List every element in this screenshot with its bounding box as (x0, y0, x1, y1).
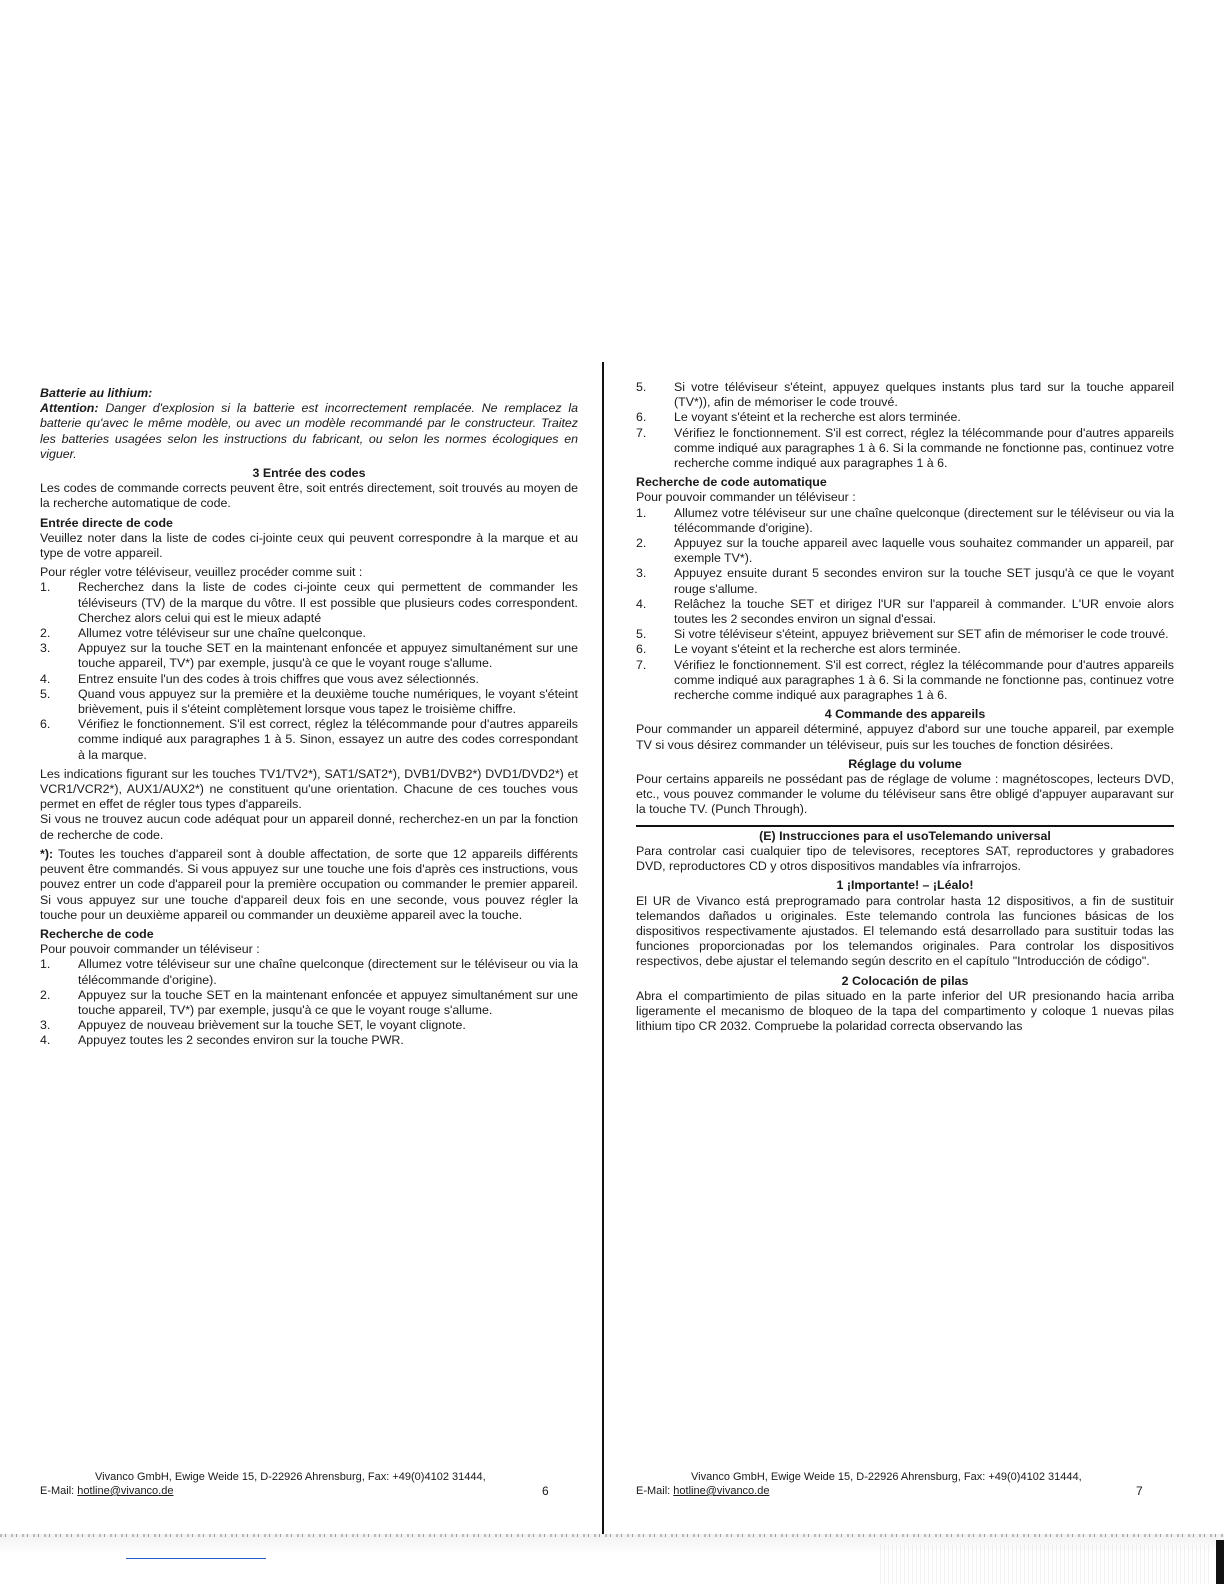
search-lead: Pour pouvoir commander un téléviseur : (40, 942, 260, 957)
section3-title: 3 Entrée des codes (252, 466, 366, 481)
list-item: 2. Appuyez sur la touche SET en la maintenant enfoncée et appuyez simultanément sur une touche appareil, TV*) par exemple, jusqu'à ce que le voyant rouge s'allume. (40, 987, 578, 1017)
section3-intro: Les codes de commande corrects peuvent être, soit entrés directement, soit trouvés au moyen de la recherche automatique de code. (40, 481, 578, 511)
es-important-text: El UR de Vivanco está preprogramado para controlar hasta 12 dispositivos, a fin de sustituir telemandos dañados u originales. Este telemando controla las funciones básicas de los dispositivos respectivamente ajustados. El telemando está desarrollado para sustituir todas las funciones proporcionadas por los telemandos originales. Para controlar los dispositivos respectivos, debe ajustar el telemando según descrito en el capítulo "Introducción de código". (636, 893, 1174, 969)
volume-text: Pour certains appareils ne possédant pas de réglage de volume : magnétoscopes, lecteurs DVD, etc., vous pouvez commander le volume du téléviseur sans être obligé d'appuyer auparavant sur la touche TV. (Punch Through). (636, 772, 1174, 817)
es-important-title: 1 ¡Importante! – ¡Léalo! (836, 878, 974, 893)
scan-blue-line (126, 1558, 266, 1559)
left-footer (40, 1470, 560, 1498)
section4-title: 4 Commande des appareils (824, 707, 986, 722)
direct-title: Entrée directe de code (40, 515, 173, 530)
es-intro: Para controlar casi cualquier tipo de televisores, receptores SAT, reproductores y grabadores DVD, reproductores CD y otros dispositivos mandables vía infrarrojos. (636, 843, 1174, 874)
search-steps (40, 957, 578, 1048)
auto-title: Recherche de code automatique (636, 475, 827, 490)
page-number: 7 (1136, 1484, 1143, 1498)
list-item: 4. Relâchez la touche SET et dirigez l'UR sur l'appareil à commander. L'UR envoie alors toutes les 2 secondes environ un signal d'essai. (636, 596, 1174, 627)
list-item: 6. Le voyant s'éteint et la recherche est alors terminée. (636, 642, 961, 657)
list-item: 3. Appuyez ensuite durant 5 secondes environ sur la touche SET jusqu'à ce que le voyant rouge s'allume. (636, 566, 1174, 596)
list-item: 5. Quand vous appuyez sur la première et la deuxième touche numériques, le voyant s'éteint brièvement, puis il s'éteint complètement lorsque vous tapez le troisième chiffre. (40, 686, 578, 717)
direct-lead: Pour régler votre téléviseur, veuillez procéder comme suit : (40, 565, 363, 580)
list-item: 6. Vérifiez le fonctionnement. S'il est correct, réglez la télécommande pour d'autres appareils comme indiqué aux paragraphes 1 à 5. Sinon, essayez un autre des codes correspondant à la marque. (40, 717, 578, 762)
list-item: 1. Recherchez dans la liste de codes ci-jointe ceux qui permettent de commander les téléviseurs (TV) de la marque du vôtre. Il est possible que plusieurs codes correspondent. Cherchez alors celui qui est le mieux adapté (40, 580, 578, 625)
indications-text: Les indications figurant sur les touches TV1/TV2*), SAT1/SAT2*), DVB1/DVB2*) DVD1/DVD2*) et VCR1/VCR2*), AUX1/AUX2*) ne constituent qu'une orientation. Chacune de ces touches vous permet en effet de régler tous types d'appareils. (40, 766, 578, 812)
footer-address: Vivanco GmbH, Ewige Weide 15, D-22926 Ahrensburg, Fax: +49(0)4102 31444, (95, 1471, 486, 1483)
page-number: 6 (542, 1484, 549, 1498)
direct-steps (40, 580, 578, 762)
section4-text: Pour commander un appareil déterminé, appuyez d'abord sur une touche appareil, par exemple TV si vous désirez commander un téléviseur, puis sur les touches de fonction désirées. (636, 722, 1174, 752)
list-item: 4. Appuyez toutes les 2 secondes environ sur la touche PWR. (40, 1033, 404, 1048)
footer-address: Vivanco GmbH, Ewige Weide 15, D-22926 Ahrensburg, Fax: +49(0)4102 31444, (691, 1471, 1082, 1483)
attention-text: Danger d'explosion si la batterie est incorrectement remplacée. Ne remplacez la batterie qu'avec le même modèle, ou avec un modèle recommandé par le constructeur. Traitez les batteries usagées selon les instructions du fabricant, ou selon les normes écologiques en viguer. (40, 401, 578, 461)
auto-lead: Pour pouvoir commander un téléviseur : (636, 490, 856, 505)
page-divider (602, 362, 604, 1542)
attention-label: Attention: (40, 401, 99, 416)
list-item: 3. Appuyez sur la touche SET en la maintenant enfoncée et appuyez simultanément sur une touche appareil, TV*) par exemple, jusqu'à ce que le voyant rouge s'allume. (40, 641, 578, 671)
left-page (40, 386, 578, 1049)
es-batteries-title: 2 Colocación de pilas (841, 973, 969, 988)
scan-edge-strip (0, 1534, 1224, 1537)
lithium-title: Batterie au lithium: (40, 386, 153, 400)
es-batteries-text: Abra el compartimiento de pilas situado en la parte inferior del UR presionando hacia arriba ligeramente el mecanismo de bloqueo de la tapa del compartimento y coloque 1 nuevas pilas lithium tipo CR 2032. Compruebe la polaridad correcta observando las (636, 988, 1174, 1034)
cont-steps (636, 380, 1174, 471)
right-footer (636, 1470, 1156, 1498)
footer-email-link[interactable]: hotline@vivanco.de (77, 1485, 174, 1497)
es-title: (E) Instrucciones para el usoTelemando universal (759, 828, 1051, 843)
direct-intro: Veuillez noter dans la liste de codes ci-jointe ceux qui peuvent correspondre à la marque et au type de votre appareil. (40, 530, 578, 561)
no-code-text: Si vous ne trouvez aucun code adéquat pour un appareil donné, recherchez-en un par la fonction de recherche de code. (40, 812, 578, 842)
footer-email-line: E-Mail: hotline@vivanco.de (636, 1485, 770, 1497)
list-item: 7. Vérifiez le fonctionnement. S'il est correct, réglez la télécommande pour d'autres appareils comme indiqué aux paragraphes 1 à 6. Si la commande ne fonctionne pas, continuez votre recherche comme indiqué aux paragraphes 1 à 6. (636, 425, 1174, 471)
footnote: *): Toutes les touches d'appareil sont à double affectation, de sorte que 12 appareils différents peuvent être commandés. Si vous appuyez sur une touche une fois d'après ces instructions, vous pouvez entrer un code d'appareil pour la première occupation ou commander le premier appareil. Si vous appuyez sur une touche d'appareil deux fois en une seconde, vous pouvez régler la touche pour un deuxième appareil ou commander un deuxième appareil avec la touche. (40, 846, 578, 922)
list-item: 7. Vérifiez le fonctionnement. S'il est correct, réglez la télécommande pour d'autres appareils comme indiqué aux paragraphes 1 à 6. Si la commande ne fonctionne pas, continuez votre recherche comme indiqué aux paragraphes 1 à 6. (636, 657, 1174, 703)
list-item: 3. Appuyez de nouveau brièvement sur la touche SET, le voyant clignote. (40, 1018, 466, 1033)
list-item: 5. Si votre téléviseur s'éteint, appuyez quelques instants plus tard sur la touche appareil (TV*)), afin de mémoriser le code trouvé. (636, 380, 1174, 410)
list-item: 5. Si votre téléviseur s'éteint, appuyez brièvement sur SET afin de mémoriser le code trouvé. (636, 627, 1169, 642)
list-item: 1. Allumez votre téléviseur sur une chaîne quelconque (directement sur le téléviseur ou via la télécommande d'origine). (636, 505, 1174, 535)
list-item: 2. Appuyez sur la touche appareil avec laquelle vous souhaitez commander un appareil, par exemple TV*). (636, 536, 1174, 566)
list-item: 4. Entrez ensuite l'un des codes à trois chiffres que vous avez sélectionnés. (40, 671, 479, 686)
list-item: 6. Le voyant s'éteint et la recherche est alors terminée. (636, 410, 961, 425)
attention-paragraph (40, 401, 578, 462)
volume-title: Réglage du volume (848, 756, 962, 771)
section-rule (636, 825, 1174, 827)
footer-email-line: E-Mail: hotline@vivanco.de (40, 1485, 174, 1497)
list-item: 2. Allumez votre téléviseur sur une chaîne quelconque. (40, 626, 366, 641)
right-page (636, 380, 1174, 1034)
footnote-label: *): (40, 846, 54, 861)
footer-email-link[interactable]: hotline@vivanco.de (673, 1485, 770, 1497)
search-title: Recherche de code (40, 926, 154, 941)
auto-steps (636, 506, 1174, 704)
scan-dark-edge (1216, 1540, 1224, 1584)
list-item: 1. Allumez votre téléviseur sur une chaîne quelconque (directement sur le téléviseur ou via la télécommande d'origine). (40, 957, 578, 987)
scan-speckle (880, 1545, 1210, 1584)
